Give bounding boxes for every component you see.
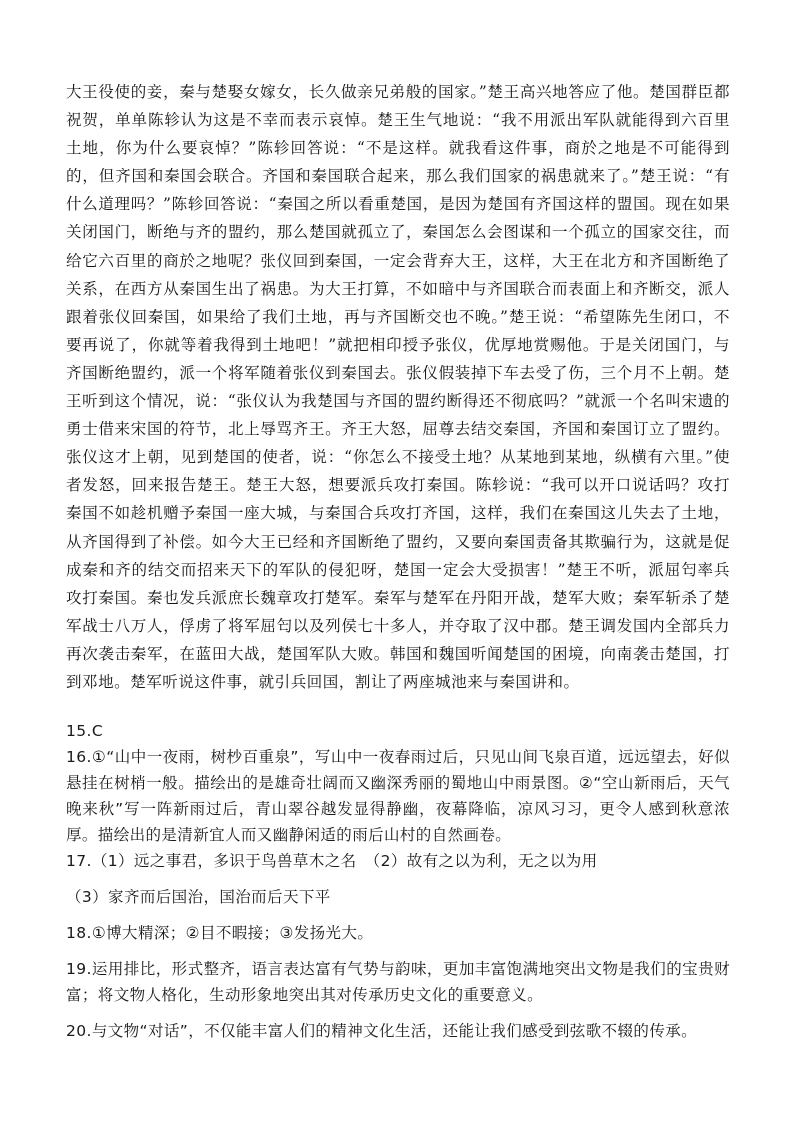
answer-17-line-2: （3）家齐而后国治，国治而后天下平 [66,888,331,907]
answer-key-section [66,718,730,1044]
translation-section [66,78,730,696]
answer-16: 16.①“山中一夜雨，树杪百重泉”，写山中一夜春雨过后，只见山间飞泉百道，远远望去，好似悬挂在树梢一般。描绘出的是雄奇壮阔而又幽深秀丽的蜀地山中雨景图。②“空山新雨后，天气晚来秋”写一阵新雨过后，青山翠谷越发显得静幽，夜幕降临，凉风习习，更令人感到秋意浓厚。描绘出的是清新宜人而又幽静闲适的雨后山村的自然画卷。 [66,748,730,845]
answer-18: 18.①博大精深；②目不暇接；③发扬光大。 [66,924,374,943]
document-page [66,78,730,1044]
answer-17-line-1: 17.（1）远之事君，多识于鸟兽草木之名 （2）故有之以为利，无之以为用 [66,852,598,871]
answer-19: 19.运用排比，形式整齐，语言表达富有气势与韵味，更加丰富饱满地突出文物是我们的宝贵财富；将文物人格化，生动形象地突出其对传承历史文化的重要意义。 [66,960,730,1005]
answer-15: 15.C [66,722,104,741]
translation-paragraph: 大王役使的妾，秦与楚娶女嫁女，长久做亲兄弟般的国家。”楚王高兴地答应了他。楚国群臣都祝贺，单单陈轸认为这是不幸而表示哀悼。楚王生气地说：“我不用派出军队就能得到六百里土地，你为什么要哀悼？”陈轸回答说：“不是这样。就我看这件事，商於之地是不可能得到的，但齐国和秦国会联合。齐国和秦国联合起来，那么我们国家的祸患就来了。”楚王说：“有什么道理吗？”陈轸回答说：“秦国之所以看重楚国，是因为楚国有齐国这样的盟国。现在如果关闭国门，断绝与齐的盟约，那么楚国就孤立了，秦国怎么会图谋和一个孤立的国家交往，而给它六百里的商於之地呢？张仪回到秦国，一定会背弃大王，这样，大王在北方和齐国断绝了关系，在西方从秦国生出了祸患。为大王打算，不如暗中与齐国联合而表面上和齐断交，派人跟着张仪回秦国，如果给了我们土地，再与齐国断交也不晚。”楚王说：“希望陈先生闭口，不要再说了，你就等着我得到土地吧！”就把相印授予张仪，优厚地赏赐他。于是关闭国门，与齐国断绝盟约，派一个将军随着张仪到秦国去。张仪假装掉下车去受了伤，三个月不上朝。楚王听到这个情况，说：“张仪认为我楚国与齐国的盟约断得还不彻底吗？”就派一个名叫宋遗的勇士借来宋国的符节，北上辱骂齐王。齐王大怒，屈尊去结交秦国，齐国和秦国订立了盟约。张仪这才上朝，见到楚国的使者，说：“你怎么不接受土地？从某地到某地，纵横有六里。”使者发怒，回来报告楚王。楚王大怒，想要派兵攻打秦国。陈轸说：“我可以开口说话吗？攻打秦国不如趁机赠予秦国一座大城，与秦国合兵攻打齐国，这样，我们在秦国这儿失去了土地，从齐国得到了补偿。如今大王已经和齐国断绝了盟约，又要向秦国责备其欺骗行为，这就是促成秦和齐的结交而招来天下的军队的侵犯呀，楚国一定会大受损害！”楚王不听，派屈匄率兵攻打秦国。秦也发兵派庶长魏章攻打楚军。秦军与楚军在丹阳开战，楚军大败；秦军斩杀了楚军战士八万人，俘虏了将军屈匄以及列侯七十多人，并夺取了汉中郡。楚王调发国内全部兵力再次袭击秦军，在蓝田大战，楚国军队大败。韩国和魏国听闻楚国的困境，向南袭击楚国，打到邓地。楚军听说这件事，就引兵回国，割让了两座城池来与秦国讲和。 [66,83,730,691]
answer-20: 20.与文物“对话”，不仅能丰富人们的精神文化生活，还能让我们感受到弦歌不辍的传承。 [66,1022,698,1041]
